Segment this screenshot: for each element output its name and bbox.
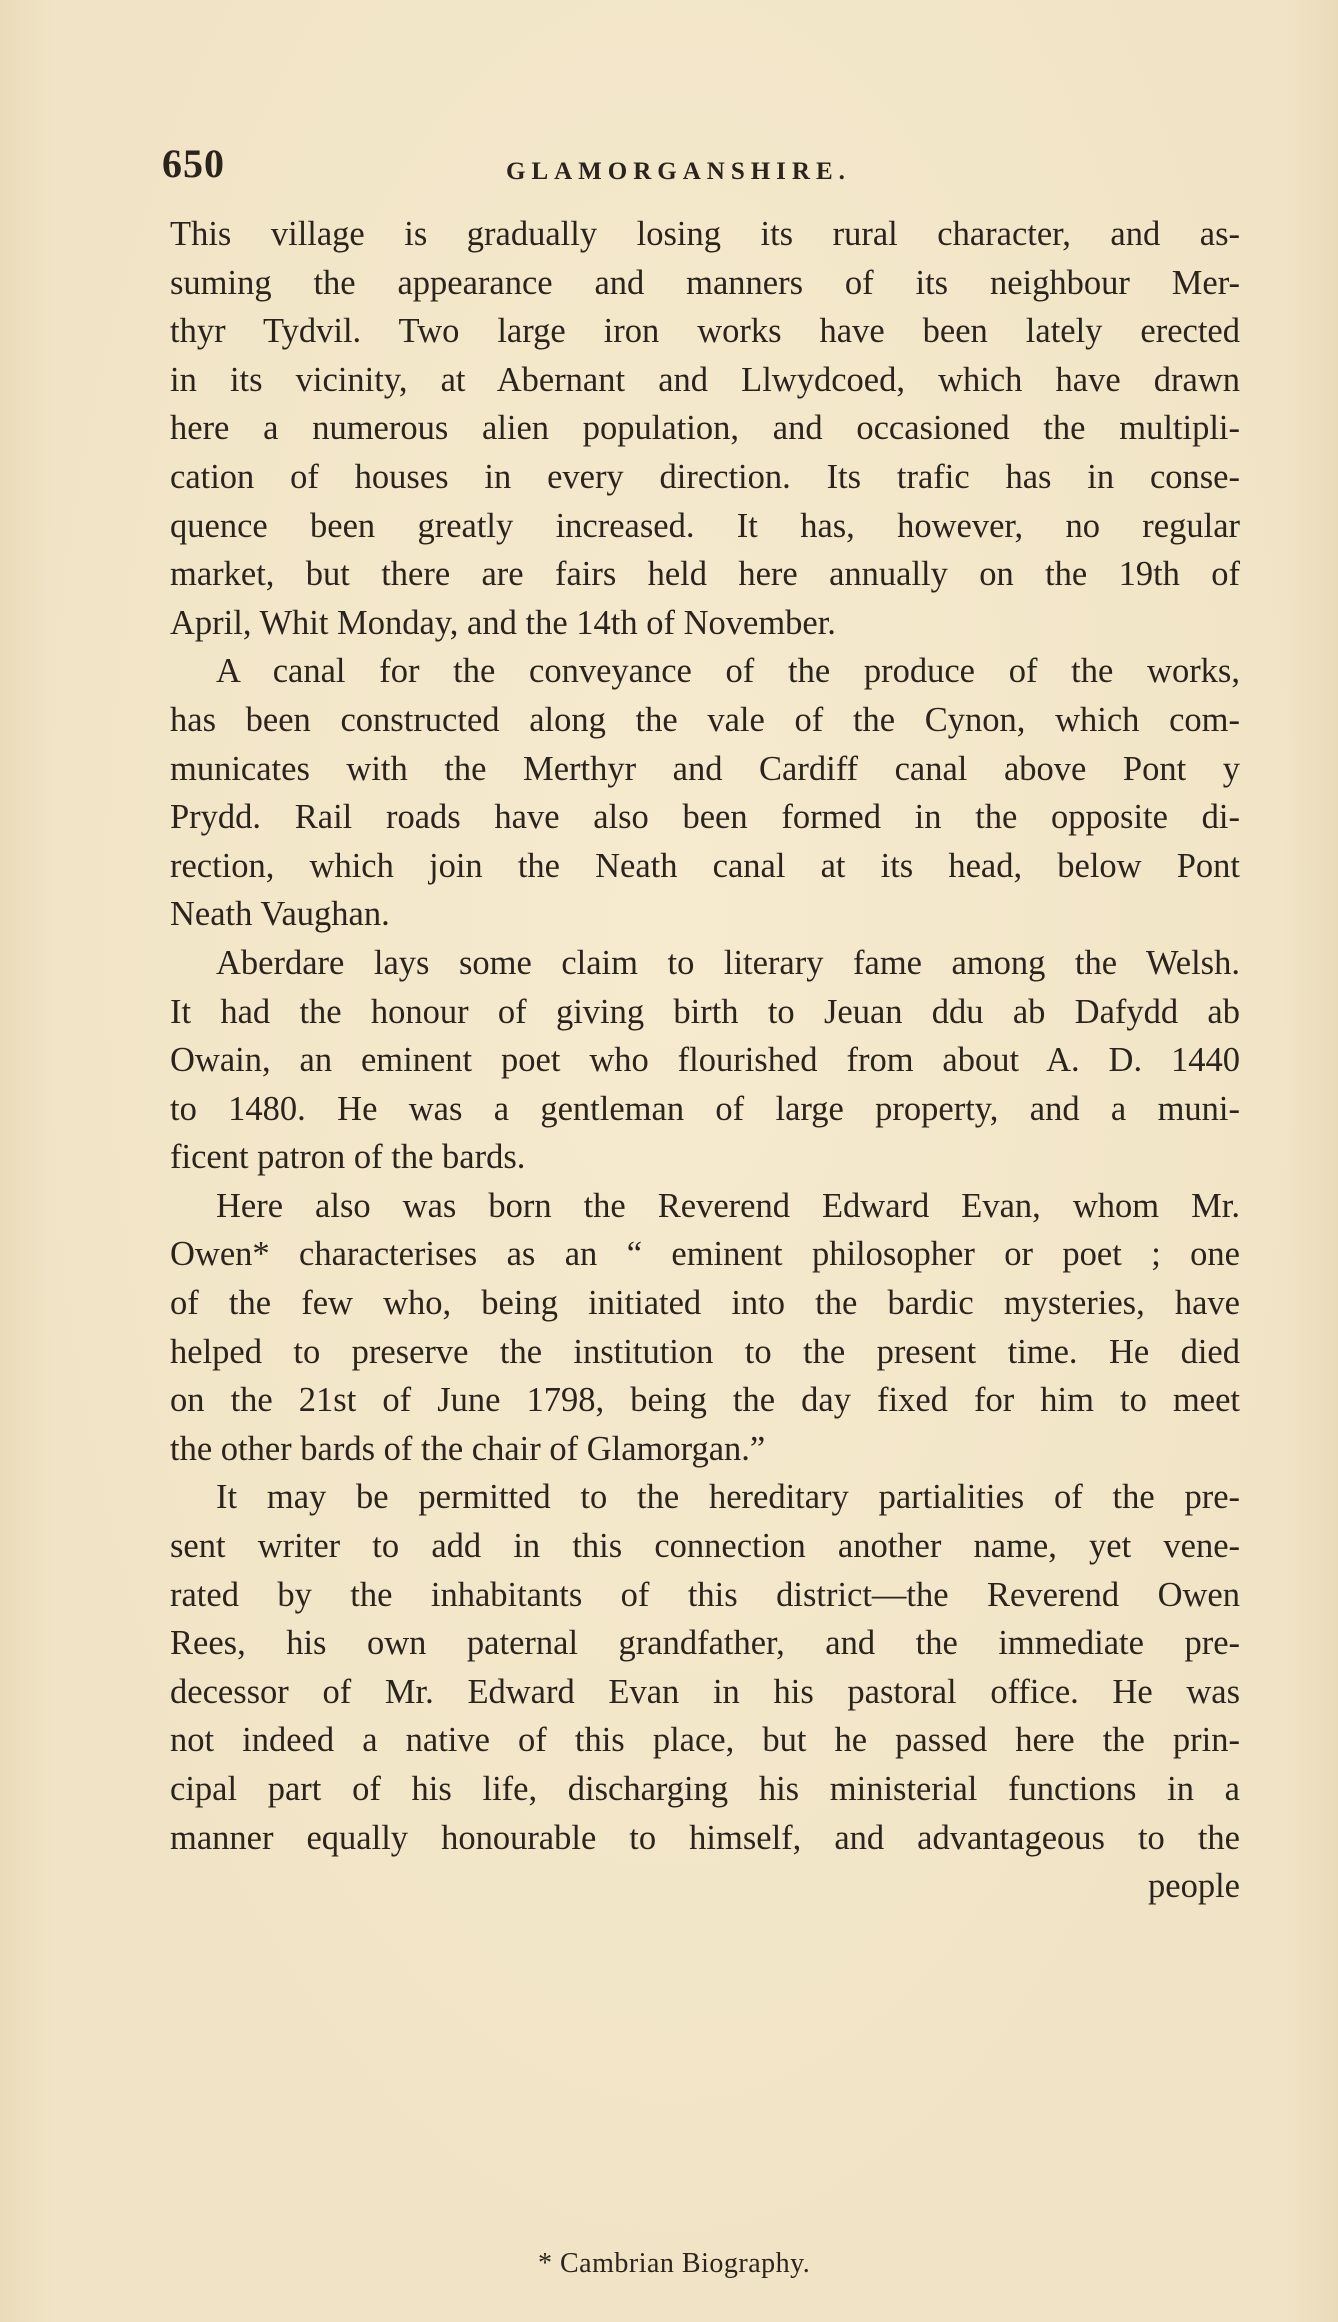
text-line: Aberdare lays some claim to literary fame among the Welsh.	[216, 943, 1240, 982]
text-line: market, but there are fairs held here annually on the 19th of	[170, 555, 1240, 594]
text-line: rection, which join the Neath canal at its head, below Pont	[170, 846, 1240, 885]
text-line: of the few who, being initiated into the bardic mysteries, have	[170, 1284, 1240, 1323]
text-line: helped to preserve the institution to the present time. He died	[170, 1332, 1240, 1371]
text-line: It had the honour of giving birth to Jeuan ddu ab Dafydd ab	[170, 992, 1240, 1031]
text-line: cipal part of his life, discharging his ministerial functions in a	[170, 1770, 1240, 1808]
text-line: to 1480. He was a gentleman of large property, and a muni-	[170, 1089, 1240, 1128]
text-line: Rees, his own paternal grandfather, and the immediate pre-	[170, 1624, 1240, 1663]
text-line: Neath Vaughan.	[170, 895, 390, 934]
running-head: GLAMORGANSHIRE.	[506, 158, 851, 185]
text-line: municates with the Merthyr and Cardiff canal above Pont y	[170, 749, 1240, 788]
text-line: on the 21st of June 1798, being the day fixed for him to meet	[170, 1381, 1240, 1420]
text-line: This village is gradually losing its rural character, and as-	[170, 215, 1240, 253]
text-line: sent writer to add in this connection another name, yet vene-	[170, 1527, 1240, 1566]
text-line: It may be permitted to the hereditary partialities of the pre-	[216, 1478, 1240, 1517]
text-line: the other bards of the chair of Glamorgan.”	[170, 1429, 766, 1468]
footnote: * Cambrian Biography.	[538, 2248, 811, 2279]
text-line: manner equally honourable to himself, and advantageous to the	[170, 1818, 1240, 1857]
text-line: A canal for the conveyance of the produce of the works,	[216, 652, 1240, 691]
text-line: Here also was born the Reverend Edward Evan, whom Mr.	[216, 1186, 1240, 1225]
body-text	[170, 210, 1240, 1911]
text-line: cation of houses in every direction. Its trafic has in conse-	[170, 457, 1240, 496]
catchword: people	[1148, 1867, 1240, 1906]
text-line: here a numerous alien population, and occasioned the multipli-	[170, 409, 1240, 448]
text-line: Prydd. Rail roads have also been formed in the opposite di-	[170, 798, 1240, 837]
text-line: suming the appearance and manners of its neighbour Mer-	[170, 263, 1240, 302]
text-line: Owen* characterises as an “ eminent philosopher or poet ; one	[170, 1235, 1240, 1274]
text-line: ficent patron of the bards.	[170, 1138, 526, 1177]
text-line: April, Whit Monday, and the 14th of November.	[170, 603, 836, 642]
text-line: Owain, an eminent poet who flourished from about A. D. 1440	[170, 1041, 1240, 1080]
text-line: thyr Tydvil. Two large iron works have been lately erected	[170, 312, 1240, 351]
text-line: has been constructed along the vale of the Cynon, which com-	[170, 700, 1240, 739]
text-line: decessor of Mr. Edward Evan in his pastoral office. He was	[170, 1672, 1240, 1711]
text-line: in its vicinity, at Abernant and Llwydcoed, which have drawn	[170, 360, 1240, 399]
text-line: not indeed a native of this place, but he passed here the prin-	[170, 1721, 1240, 1760]
text-line: rated by the inhabitants of this district—the Reverend Owen	[170, 1575, 1240, 1614]
page-number: 650	[162, 141, 225, 186]
text-line: quence been greatly increased. It has, however, no regular	[170, 506, 1240, 545]
